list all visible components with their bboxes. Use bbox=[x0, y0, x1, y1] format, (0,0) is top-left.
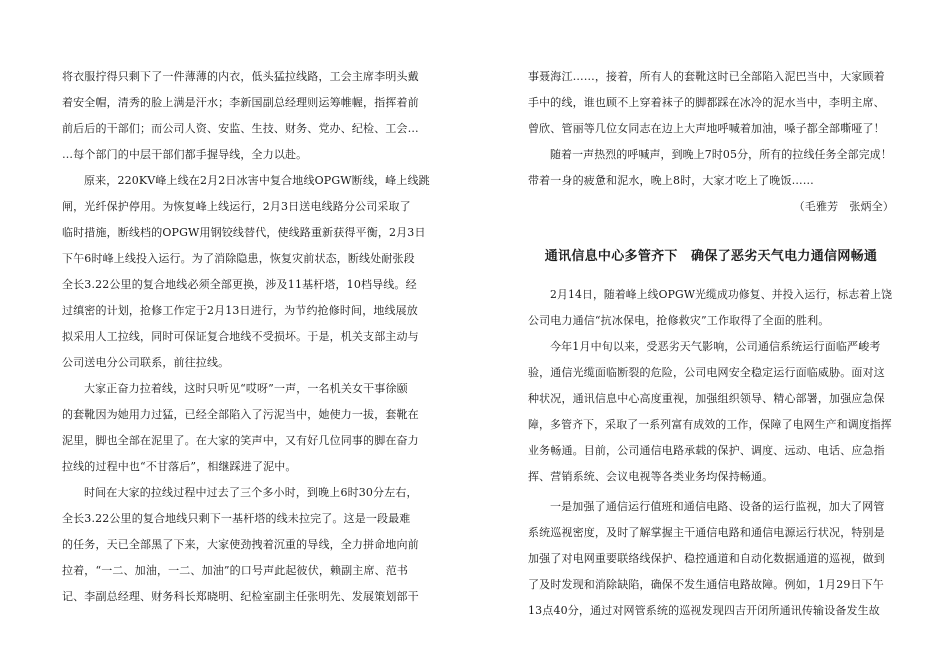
text-line: 的任务，天已全部黑了下来，大家使劲拽着沉重的导线，全力拼命地向前 bbox=[62, 538, 419, 551]
paragraph-start: 大家正奋力拉着线，这时只听见“哎呀”一声，一名机关女干事徐颐 bbox=[84, 382, 408, 395]
text-line: 公司电力通信“抗冰保电，抢修救灾”工作取得了全面的胜利。 bbox=[528, 314, 830, 327]
text-line: 挥、营销系统、会议电视等各类业务均保持畅通。 bbox=[528, 470, 774, 483]
text-line: 泥里，脚也全部在泥里了。在大家的笑声中，又有好几位同事的脚在奋力 bbox=[62, 434, 419, 447]
text-line: 下午6时峰上线投入运行。为了消除隐患，恢复灾前状态，断线处耐张段 bbox=[62, 252, 415, 265]
text-line: 业务畅通。目前，公司通信电路承载的保护、调度、远动、电话、应急指 bbox=[528, 444, 885, 457]
paragraph-start: 一是加强了通信运行值班和通信电路、设备的运行监视，加大了网管 bbox=[550, 500, 885, 513]
text-line: …每个部门的中层干部们都手握导线，全力以赴。 bbox=[62, 148, 308, 161]
text-line: 着安全帽，清秀的脸上满是汗水；李新国副总经理则运筹帷幄，指挥着前 bbox=[62, 96, 419, 109]
text-line: 拟采用人工拉线，同时可保证复合地线不受损坏。于是，机关支部主动与 bbox=[62, 330, 419, 343]
text-line: 记、李副总经理、财务科长郑晓明、纪检室副主任张明先、发展策划部干 bbox=[62, 590, 419, 603]
right-page bbox=[528, 0, 894, 672]
paragraph-start: 今年1月中旬以来，受恶劣天气影响，公司通信系统运行面临严峻考 bbox=[550, 340, 881, 353]
paragraph-start: 随着一声热烈的呼喊声，到晚上7时05分，所有的拉线任务全部完成！ bbox=[550, 148, 892, 161]
text-line: 闸，光纤保护停用。为恢复峰上线运行，2月3日送电线路分公司采取了 bbox=[62, 200, 411, 213]
text-line: 全长3.22公里的复合地线只剩下一基杆塔的线未拉完了。这是一段最难 bbox=[62, 512, 411, 525]
paragraph-start: 时间在大家的拉线过程中过去了三个多小时，到晚上6时30分左右， bbox=[84, 486, 418, 499]
text-line: 加强了对电网重要联络线保护、稳控通道和自动化数据通道的巡视，做到 bbox=[528, 552, 885, 565]
left-page bbox=[62, 0, 444, 672]
text-line: 将衣服拧得只剩下了一件薄薄的内衣，低头猛拉线路，工会主席李明头戴 bbox=[62, 70, 419, 83]
text-line: 验，通信光缆面临断裂的危险，公司电网安全稳定运行面临威胁。面对这 bbox=[528, 366, 885, 379]
text-line: 全长3.22公里的复合地线必须全部更换，涉及11基杆塔，10档导线。经 bbox=[62, 278, 417, 291]
paragraph-start: 2月14日，随着峰上线OPGW光缆成功修复、并投入运行，标志着上饶 bbox=[550, 288, 893, 301]
text-line: 临时措施，断线档的OPGW用钢铰线替代，使线路重新获得平衡，2月3日 bbox=[62, 226, 426, 239]
author-byline: （毛雅芳 张炳全） bbox=[793, 200, 894, 213]
text-line: 带着一身的疲惫和泥水，晚上8时，大家才吃上了晚饭…… bbox=[528, 174, 814, 187]
text-line: 曾欣、管丽等几位女同志在边上大声地呼喊着加油，嗓子都全部嘶哑了！ bbox=[528, 122, 885, 135]
text-line: 了及时发现和消除缺陷，确保不发生通信电路故障。例如，1月29日下午 bbox=[528, 578, 884, 591]
text-line: 障，多管齐下，采取了一系列富有成效的工作，保障了电网生产和调度指挥 bbox=[528, 418, 892, 431]
text-line: 种状况，通讯信息中心高度重视，加强组织领导、精心部署，加强应急保 bbox=[528, 392, 885, 405]
text-line: 的套靴因为她用力过猛，已经全部陷入了污泥当中，她使力一拔，套靴在 bbox=[62, 408, 419, 421]
text-line: 前后后的干部们；而公司人资、安监、生技、财务、党办、纪检、工会… bbox=[62, 122, 419, 135]
text-line: 手中的线，谁也顾不上穿着袜子的脚都踩在冰冷的泥水当中，李明主席、 bbox=[528, 96, 885, 109]
text-line: 拉着，“一二、加油，一二、加油”的口号声此起彼伏，赖副主席、范书 bbox=[62, 564, 409, 577]
article-heading: 通讯信息中心多管齐下 确保了恶劣天气电力通信网畅通 bbox=[544, 249, 878, 264]
paragraph-start: 原来，220KV峰上线在2月2日冰害中复合地线OPGW断线，峰上线跳 bbox=[84, 174, 430, 187]
text-line: 公司送电分公司联系，前往拉线。 bbox=[62, 356, 230, 369]
text-line: 事聂海江……，接着，所有人的套靴这时已全部陷入泥巴当中，大家顾着 bbox=[528, 70, 885, 83]
text-line: 过缜密的计划，抢修工作定于2月13日进行，为节约抢修时间，地线展放 bbox=[62, 304, 418, 317]
text-line: 拉线的过程中也“不甘落后”，相继踩进了泥中。 bbox=[62, 460, 297, 473]
text-line: 13点40分，通过对网管系统的巡视发现四吉开闭所通讯传输设备发生故 bbox=[528, 604, 880, 617]
text-line: 系统巡视密度，及时了解掌握主干通信电路和通信电源运行状况，特别是 bbox=[528, 526, 885, 539]
